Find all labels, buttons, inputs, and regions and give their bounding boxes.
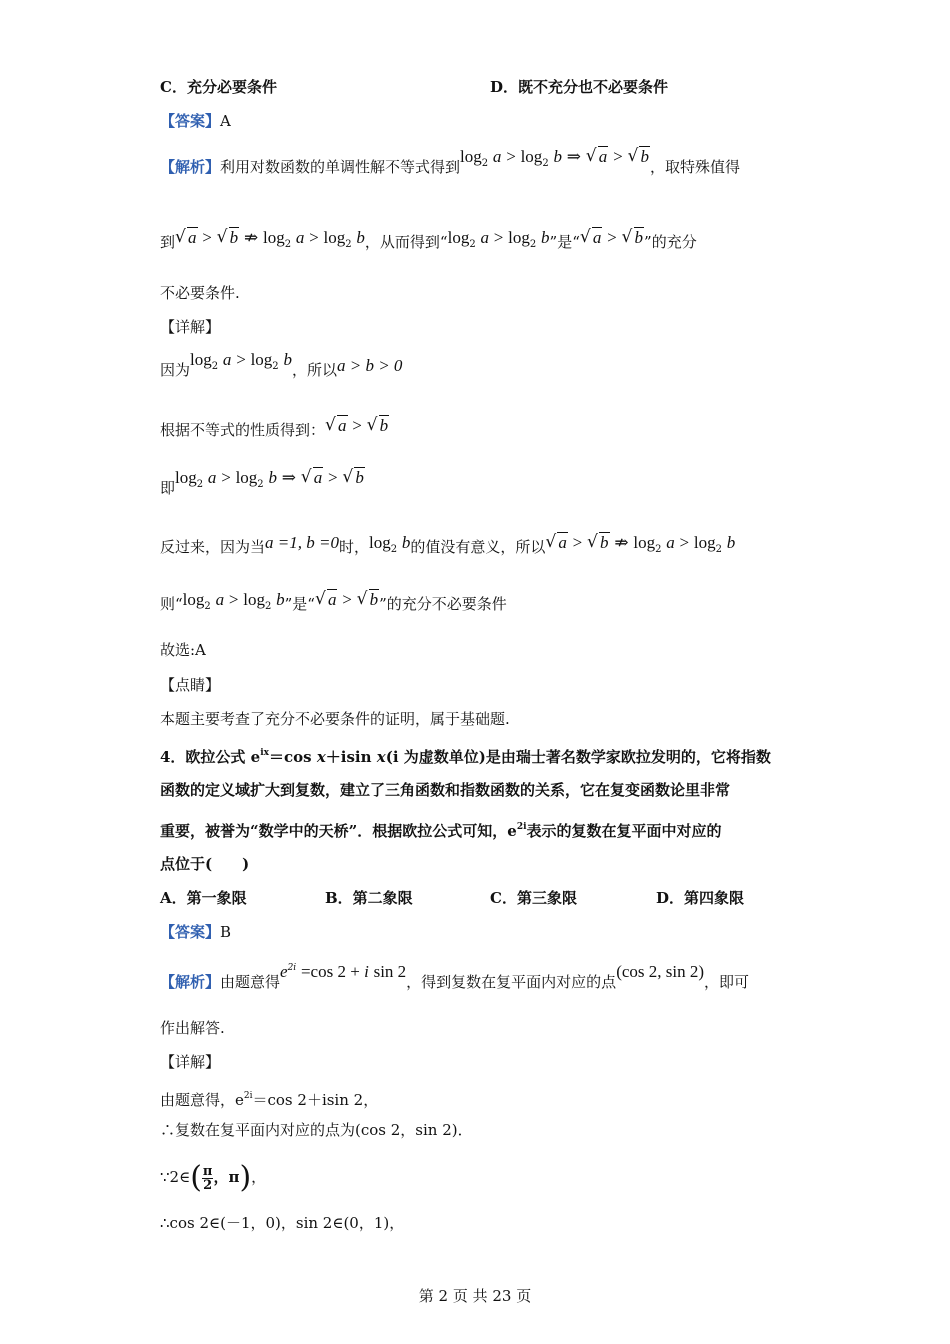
- q4-stem-line-3: 重要，被誉为“数学中的天桥”．根据欧拉公式可知，$e^{2i}$表示的复数在复平面中对应的: [160, 822, 722, 840]
- q4-stem-line-2: 函数的定义域扩大到复数，建立了三角函数和指数函数的关系，它在复变函数论里非常: [160, 781, 731, 799]
- analysis-text: 利用对数函数的单调性解不等式得到: [220, 158, 461, 176]
- detail-line-4: 反过来，因为当a =1, b =0时，$\log_2 b$的值没有意义，所以√ a > √ b ⇏ $\log_2 a > \log_2 b$: [160, 537, 735, 564]
- q4-detail-line-2: ∴复数在复平面内对应的点为(cos 2，sin 2)．: [160, 1121, 473, 1139]
- detail-line-1: 因为$\log_2 a > \log_2 b$，所以a > b > 0: [160, 350, 403, 379]
- detail-tag: 【详解】: [160, 318, 221, 336]
- q4-stem-line-1: 4．欧拉公式 $e^{ix}=\cos$ x＋isin x(i 为虚数单位)是由瑞士著名数学家欧拉发明的，它将指数: [160, 748, 771, 766]
- analysis-tag: 【解析】: [160, 158, 221, 176]
- option-c: C．充分必要条件: [160, 78, 277, 96]
- analysis-line-3: 不必要条件.: [160, 284, 240, 302]
- formula-sqrt-not-implies-log: √ a > √ b ⇏ $\log_2 a > \log_2 b$: [175, 229, 365, 247]
- q4-detail-tag: 【详解】: [160, 1053, 221, 1071]
- q4-answer-line: 【答案】B: [160, 923, 232, 941]
- detail-line-3: 即$\log_2 a > \log_2 b$ ⇒ √ a > √ b: [160, 478, 365, 505]
- q4-option-a: A．第一象限: [160, 889, 247, 907]
- q4-option-d: D．第四象限: [656, 889, 745, 907]
- analysis-line-2: 到√ a > √ b ⇏ $\log_2 a > \log_2 b$，从而得到“$\log_2$ $a > \log_2 b$”是“√ a > √ b”的充分: [160, 232, 697, 259]
- q4-option-c: C．第三象限: [490, 889, 577, 907]
- answer-tag: 【答案】: [160, 112, 221, 130]
- q4-analysis-line-2: 作出解答.: [160, 1019, 225, 1037]
- comment-text: 本题主要考查了充分不必要条件的证明，属于基础题.: [160, 710, 510, 728]
- formula-log-implies-sqrt: $\log_2 a > \log_2 b$ ⇒ √ a > √ b: [460, 148, 650, 166]
- comment-tag: 【点睛】: [160, 676, 221, 694]
- q4-stem-line-4: 点位于( ): [160, 855, 250, 873]
- detail-line-5: 则“$\log_2$ $a > \log_2 b$”是“√ a > √ b”的充分不必要条件: [160, 594, 507, 621]
- option-d: D．既不充分也不必要条件: [490, 78, 669, 96]
- analysis-text: ，取特殊值得: [649, 158, 740, 176]
- analysis-line-1: [160, 147, 740, 184]
- q4-detail-line-1: 由题意得，$e^{2i}=\cos$ 2＋isin 2，: [160, 1091, 379, 1109]
- q4-option-b: B．第二象限: [325, 889, 413, 907]
- page-footer: 第 2 页 共 23 页: [418, 1287, 532, 1305]
- q4-detail-line-3: ∵2∈( $\frac{\pi}{2}$ ，π)，: [160, 1160, 267, 1195]
- choose-line: 故选:A: [160, 641, 206, 659]
- q4-analysis-line-1: 【解析】由题意得$e^{2i} =\cos$ 2 + i sin 2，得到复数在复平面内对应的点(cos 2, sin 2)，即可: [160, 962, 750, 991]
- detail-line-2: 根据不等式的性质得到：√ a > √ b: [160, 420, 389, 440]
- answer-line: [160, 111, 231, 131]
- answer-value: A: [220, 112, 231, 130]
- formula-euler: $e^{2i} =\cos$ 2 + i sin 2: [280, 962, 407, 981]
- q4-detail-line-4: ∴cos 2∈(－1，0)，sin 2∈(0，1)，: [160, 1214, 405, 1232]
